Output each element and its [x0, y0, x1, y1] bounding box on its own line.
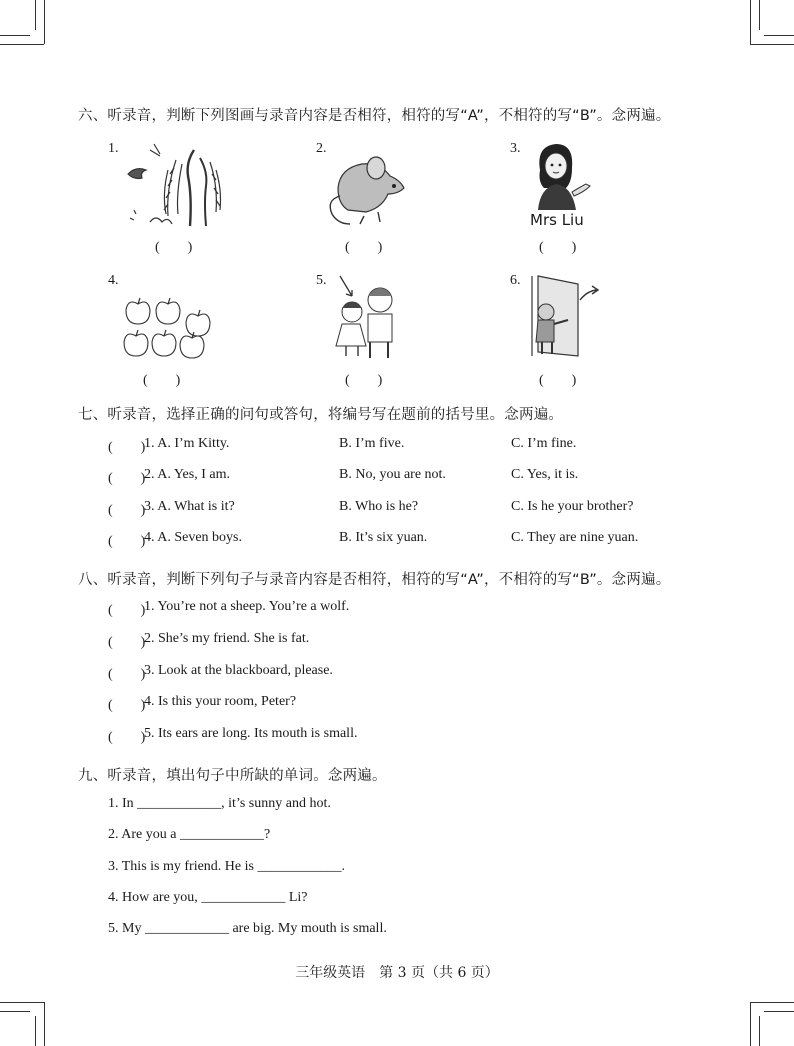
boy-opening-door-picture: [524, 272, 600, 360]
seven-row-2-option-c: C. Yes, it is.: [511, 467, 579, 482]
nine-row-4: [108, 890, 307, 906]
item-4-number: 4.: [108, 273, 119, 288]
section-six-heading: 六、听录音，判断下列图画与录音内容是否相符，相符的写“A”，不相符的写“B”。念两遍。: [78, 108, 671, 124]
seven-row-1-option-a: 1. A. I’m Kitty.: [144, 436, 230, 451]
page-footer: 三年级英语 第 3 页（共 6 页）: [295, 965, 499, 981]
section-eight-heading: 八、听录音，判断下列句子与录音内容是否相符，相符的写“A”，不相符的写“B”。念两遍。: [78, 572, 671, 588]
eight-row-2-answer[interactable]: ( ): [108, 635, 146, 650]
nine-row-3-blank[interactable]: ____________: [257, 859, 342, 874]
item-3-answer[interactable]: ( ): [539, 240, 577, 255]
nine-row-2: [108, 827, 270, 843]
nine-row-1-after: , it’s sunny and hot.: [221, 796, 331, 811]
seven-row-1-answer[interactable]: ( ): [108, 440, 146, 455]
teacher-caption: Mrs Liu: [530, 211, 584, 229]
item-6-answer[interactable]: ( ): [539, 373, 577, 388]
nine-row-1-before: 1. In: [108, 796, 138, 811]
item-4-answer[interactable]: ( ): [143, 373, 181, 388]
eight-row-4-answer[interactable]: ( ): [108, 698, 146, 713]
nine-row-1-blank[interactable]: ____________: [137, 796, 222, 811]
teacher-picture: [522, 140, 594, 212]
seven-row-2-option-a: 2. A. Yes, I am.: [144, 467, 230, 482]
seven-row-1-option-b: B. I’m five.: [339, 436, 405, 451]
section-seven-heading: 七、听录音，选择正确的问句或答句，将编号写在题前的括号里。念两遍。: [78, 407, 564, 423]
item-5-number: 5.: [316, 273, 327, 288]
seven-row-4-answer[interactable]: ( ): [108, 534, 146, 549]
seven-row-3-option-a: 3. A. What is it?: [144, 499, 235, 514]
nine-row-2-before: 2. Are you a: [108, 827, 180, 842]
item-1-number: 1.: [108, 141, 119, 156]
girl-and-boy-picture: [330, 272, 402, 360]
seven-row-1-option-c: C. I’m fine.: [511, 436, 577, 451]
nine-row-2-blank[interactable]: ____________: [179, 827, 264, 842]
seven-row-4-option-c: C. They are nine yuan.: [511, 530, 639, 545]
seven-row-3-option-b: B. Who is he?: [339, 499, 419, 514]
six-apples-picture: [122, 294, 212, 360]
eight-row-4-sentence: 4. Is this your room, Peter?: [144, 694, 297, 709]
seven-row-4-option-a: 4. A. Seven boys.: [144, 530, 242, 545]
seven-row-2-option-b: B. No, you are not.: [339, 467, 446, 482]
nine-row-4-before: 4. How are you,: [108, 890, 202, 905]
nine-row-1: [108, 796, 331, 812]
eight-row-5-sentence: 5. Its ears are long. Its mouth is small.: [144, 726, 358, 741]
nine-row-5: [108, 921, 387, 937]
bird-and-willow-tree-picture: [120, 140, 230, 228]
item-1-answer[interactable]: ( ): [155, 240, 193, 255]
eight-row-2-sentence: 2. She’s my friend. She is fat.: [144, 631, 310, 646]
eight-row-3-sentence: 3. Look at the blackboard, please.: [144, 663, 333, 678]
eight-row-3-answer[interactable]: ( ): [108, 667, 146, 682]
nine-row-3: [108, 859, 345, 875]
item-2-number: 2.: [316, 141, 327, 156]
seven-row-2-answer[interactable]: ( ): [108, 471, 146, 486]
nine-row-5-before: 5. My: [108, 921, 145, 936]
section-nine-heading: 九、听录音，填出句子中所缺的单词。念两遍。: [78, 768, 387, 784]
nine-row-2-after: ?: [263, 827, 271, 842]
item-6-number: 6.: [510, 273, 521, 288]
item-3-number: 3.: [510, 141, 521, 156]
eight-row-5-answer[interactable]: ( ): [108, 730, 146, 745]
seven-row-4-option-b: B. It’s six yuan.: [339, 530, 428, 545]
mouse-picture: [328, 150, 408, 228]
item-5-answer[interactable]: ( ): [345, 373, 383, 388]
nine-row-4-blank[interactable]: ____________: [201, 890, 286, 905]
nine-row-5-blank[interactable]: ____________: [144, 921, 229, 936]
nine-row-3-after: .: [341, 859, 345, 874]
nine-row-3-before: 3. This is my friend. He is: [108, 859, 258, 874]
nine-row-5-after: are big. My mouth is small.: [228, 921, 387, 936]
item-2-answer[interactable]: ( ): [345, 240, 383, 255]
seven-row-3-answer[interactable]: ( ): [108, 503, 146, 518]
eight-row-1-answer[interactable]: ( ): [108, 603, 146, 618]
nine-row-4-after: Li?: [285, 890, 308, 905]
seven-row-3-option-c: C. Is he your brother?: [511, 499, 634, 514]
eight-row-1-sentence: 1. You’re not a sheep. You’re a wolf.: [144, 599, 350, 614]
